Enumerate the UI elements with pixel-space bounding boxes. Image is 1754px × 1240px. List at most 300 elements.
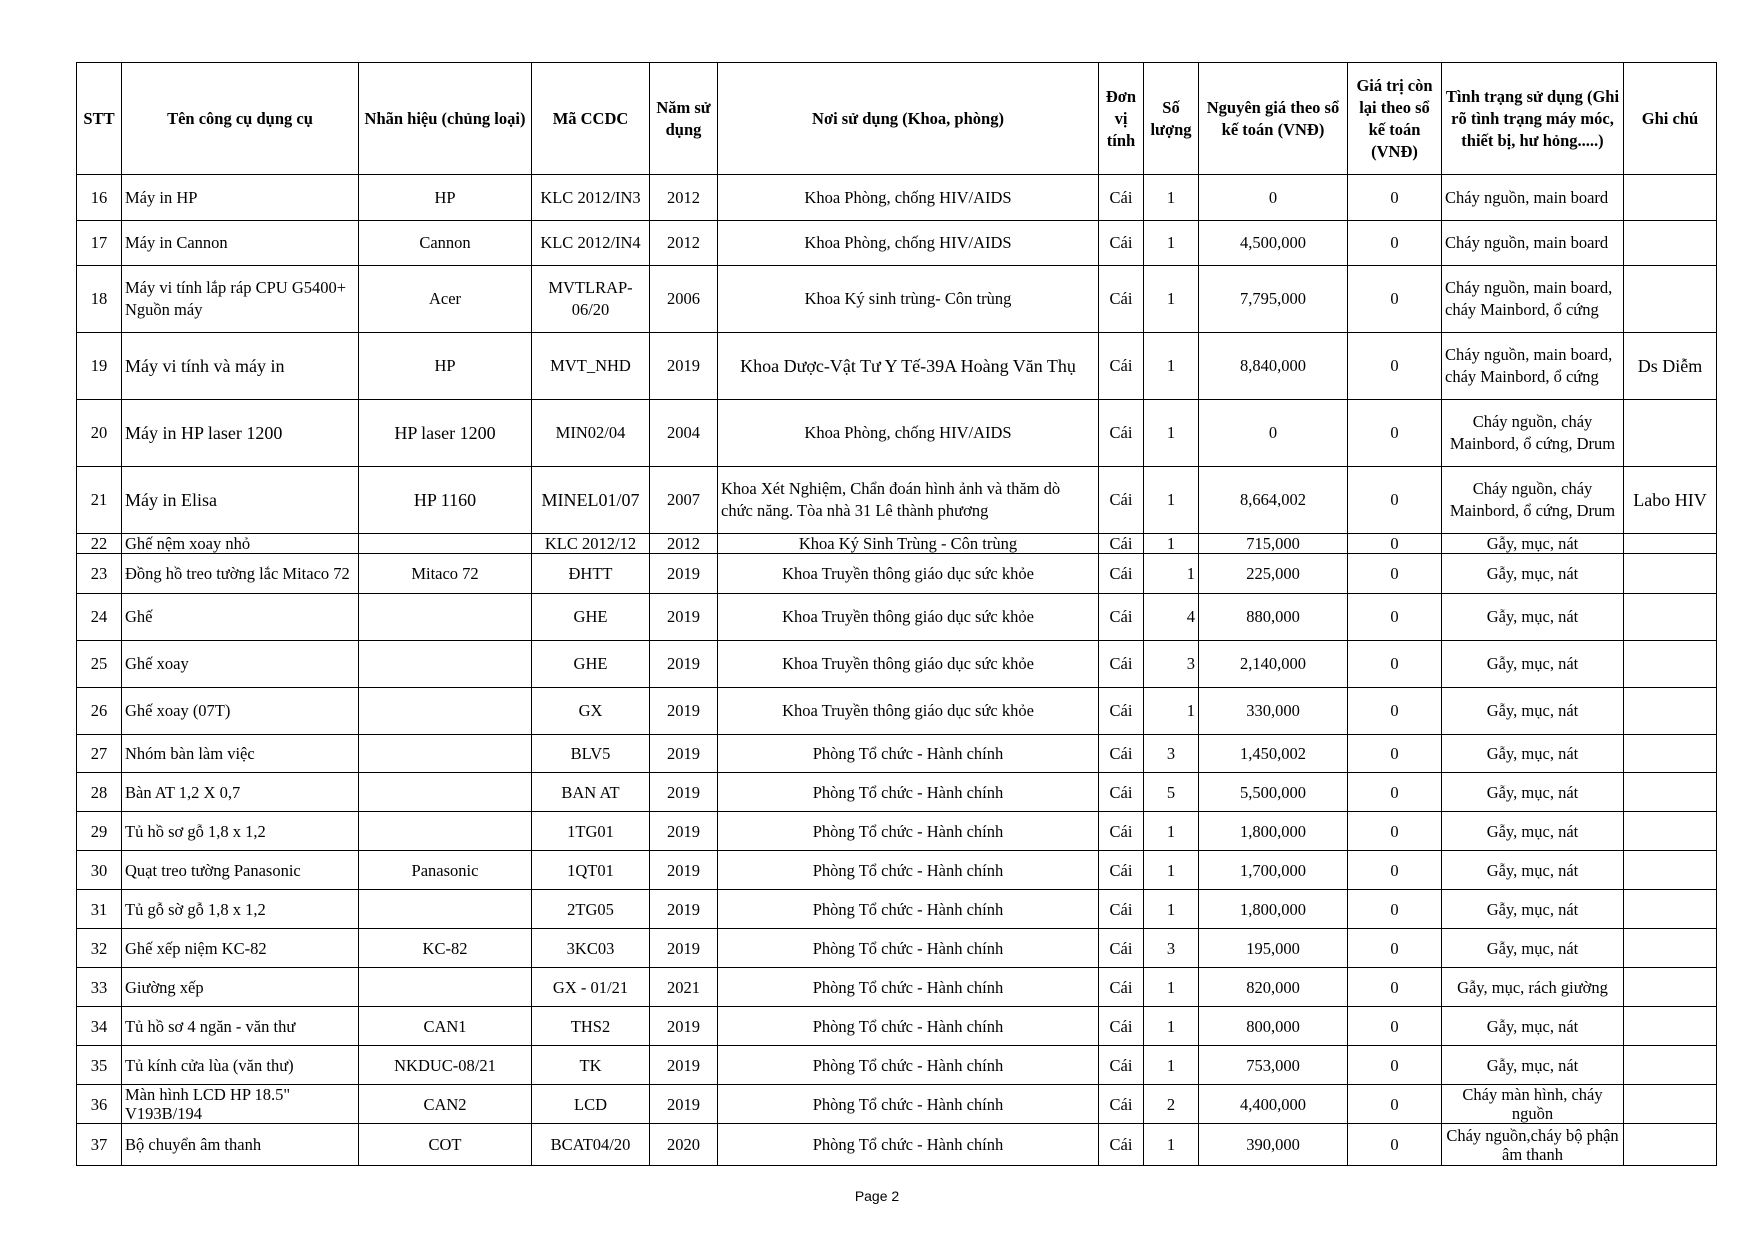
cell-stt: 29 (77, 812, 122, 851)
inventory-table (76, 62, 1717, 1166)
header-qty: Số lượng (1144, 63, 1199, 175)
cell-stt: 31 (77, 890, 122, 929)
cell-note (1624, 1124, 1717, 1166)
cell-year: 2019 (650, 1085, 718, 1124)
cell-name: Máy in HP laser 1200 (122, 400, 359, 467)
cell-place: Phòng Tổ chức - Hành chính (718, 1124, 1099, 1166)
table-row (77, 333, 1717, 400)
cell-status: Gẫy, mục, nát (1442, 688, 1624, 735)
cell-place: Phòng Tổ chức - Hành chính (718, 890, 1099, 929)
cell-year: 2019 (650, 594, 718, 641)
cell-status: Gẫy, mục, nát (1442, 1046, 1624, 1085)
cell-year: 2021 (650, 968, 718, 1007)
cell-year: 2007 (650, 467, 718, 534)
table-row (77, 266, 1717, 333)
cell-cost: 1,700,000 (1199, 851, 1348, 890)
cell-year: 2019 (650, 890, 718, 929)
cell-status: Cháy nguồn, main board, cháy Mainbord, ổ cứng (1442, 333, 1624, 400)
cell-unit: Cái (1099, 467, 1144, 534)
cell-unit: Cái (1099, 594, 1144, 641)
cell-stt: 33 (77, 968, 122, 1007)
cell-place: Khoa Phòng, chống HIV/AIDS (718, 221, 1099, 266)
cell-name: Tủ gỗ sờ gỗ 1,8 x 1,2 (122, 890, 359, 929)
cell-stt: 32 (77, 929, 122, 968)
cell-cost: 800,000 (1199, 1007, 1348, 1046)
cell-place: Khoa Dược-Vật Tư Y Tế-39A Hoàng Văn Thụ (718, 333, 1099, 400)
cell-name: Máy vi tính lắp ráp CPU G5400+ Nguồn máy (122, 266, 359, 333)
cell-stt: 17 (77, 221, 122, 266)
cell-status: Cháy nguồn, cháy Mainbord, ổ cứng, Drum (1442, 400, 1624, 467)
cell-code: GHE (532, 641, 650, 688)
cell-qty: 5 (1144, 773, 1199, 812)
cell-place: Khoa Phòng, chống HIV/AIDS (718, 175, 1099, 221)
cell-name: Quạt treo tường Panasonic (122, 851, 359, 890)
table-row (77, 1046, 1717, 1085)
cell-brand: COT (359, 1124, 532, 1166)
cell-place: Phòng Tổ chức - Hành chính (718, 929, 1099, 968)
cell-code: THS2 (532, 1007, 650, 1046)
cell-qty: 1 (1144, 400, 1199, 467)
header-cost: Nguyên giá theo sổ kế toán (VNĐ) (1199, 63, 1348, 175)
cell-brand: Panasonic (359, 851, 532, 890)
cell-remain: 0 (1348, 812, 1442, 851)
cell-year: 2019 (650, 688, 718, 735)
table-row (77, 688, 1717, 735)
table-row (77, 554, 1717, 594)
cell-note (1624, 773, 1717, 812)
table-row (77, 1007, 1717, 1046)
cell-status: Gẫy, mục, nát (1442, 929, 1624, 968)
cell-note (1624, 1085, 1717, 1124)
cell-note (1624, 266, 1717, 333)
cell-status: Gẫy, mục, nát (1442, 890, 1624, 929)
cell-code: MVT_NHD (532, 333, 650, 400)
cell-name: Máy in Cannon (122, 221, 359, 266)
cell-code: GX (532, 688, 650, 735)
cell-qty: 2 (1144, 1085, 1199, 1124)
cell-year: 2019 (650, 735, 718, 773)
header-code: Mã CCDC (532, 63, 650, 175)
cell-brand: HP (359, 175, 532, 221)
cell-brand (359, 534, 532, 554)
table-row (77, 773, 1717, 812)
cell-note (1624, 929, 1717, 968)
cell-year: 2019 (650, 554, 718, 594)
cell-code: TK (532, 1046, 650, 1085)
table-row (77, 929, 1717, 968)
cell-name: Bàn AT 1,2 X 0,7 (122, 773, 359, 812)
cell-remain: 0 (1348, 400, 1442, 467)
cell-note (1624, 175, 1717, 221)
cell-cost: 0 (1199, 175, 1348, 221)
header-place: Nơi sử dụng (Khoa, phòng) (718, 63, 1099, 175)
cell-remain: 0 (1348, 266, 1442, 333)
cell-status: Cháy nguồn, main board, cháy Mainbord, ổ cứng (1442, 266, 1624, 333)
cell-year: 2019 (650, 812, 718, 851)
cell-year: 2019 (650, 641, 718, 688)
cell-brand (359, 968, 532, 1007)
cell-code: KLC 2012/IN3 (532, 175, 650, 221)
cell-brand (359, 735, 532, 773)
cell-note (1624, 221, 1717, 266)
cell-qty: 1 (1144, 890, 1199, 929)
cell-cost: 390,000 (1199, 1124, 1348, 1166)
cell-unit: Cái (1099, 929, 1144, 968)
cell-stt: 34 (77, 1007, 122, 1046)
cell-name: Tủ hồ sơ gỗ 1,8 x 1,2 (122, 812, 359, 851)
cell-unit: Cái (1099, 333, 1144, 400)
cell-note (1624, 812, 1717, 851)
cell-unit: Cái (1099, 773, 1144, 812)
cell-note (1624, 534, 1717, 554)
header-unit: Đơn vị tính (1099, 63, 1144, 175)
cell-remain: 0 (1348, 890, 1442, 929)
cell-qty: 1 (1144, 554, 1199, 594)
cell-year: 2012 (650, 221, 718, 266)
cell-unit: Cái (1099, 266, 1144, 333)
cell-note (1624, 554, 1717, 594)
cell-qty: 1 (1144, 467, 1199, 534)
cell-code: GX - 01/21 (532, 968, 650, 1007)
cell-cost: 820,000 (1199, 968, 1348, 1007)
cell-status: Cháy nguồn, main board (1442, 221, 1624, 266)
cell-year: 2019 (650, 333, 718, 400)
cell-name: Ghế xếp niệm KC-82 (122, 929, 359, 968)
header-remain: Giá trị còn lại theo sổ kế toán (VNĐ) (1348, 63, 1442, 175)
cell-unit: Cái (1099, 221, 1144, 266)
table-row (77, 467, 1717, 534)
cell-stt: 22 (77, 534, 122, 554)
table-row (77, 594, 1717, 641)
cell-stt: 21 (77, 467, 122, 534)
cell-status: Gẫy, mục, nát (1442, 641, 1624, 688)
inventory-sheet (76, 62, 1716, 1166)
cell-brand (359, 890, 532, 929)
cell-place: Phòng Tổ chức - Hành chính (718, 1007, 1099, 1046)
cell-brand: CAN1 (359, 1007, 532, 1046)
cell-place: Phòng Tổ chức - Hành chính (718, 851, 1099, 890)
cell-qty: 1 (1144, 333, 1199, 400)
cell-cost: 8,840,000 (1199, 333, 1348, 400)
cell-stt: 18 (77, 266, 122, 333)
cell-name: Tủ kính cửa lùa (văn thư) (122, 1046, 359, 1085)
cell-brand: Acer (359, 266, 532, 333)
cell-code: BCAT04/20 (532, 1124, 650, 1166)
cell-name: Bộ chuyển âm thanh (122, 1124, 359, 1166)
cell-code: BLV5 (532, 735, 650, 773)
cell-status: Gẫy, mục, nát (1442, 735, 1624, 773)
cell-place: Phòng Tổ chức - Hành chính (718, 1085, 1099, 1124)
cell-code: 2TG05 (532, 890, 650, 929)
cell-stt: 16 (77, 175, 122, 221)
cell-name: Đồng hồ treo tường lắc Mitaco 72 (122, 554, 359, 594)
cell-brand (359, 812, 532, 851)
cell-stt: 26 (77, 688, 122, 735)
cell-stt: 25 (77, 641, 122, 688)
cell-remain: 0 (1348, 735, 1442, 773)
table-row (77, 400, 1717, 467)
cell-note (1624, 735, 1717, 773)
cell-note (1624, 594, 1717, 641)
table-row (77, 735, 1717, 773)
cell-cost: 0 (1199, 400, 1348, 467)
cell-unit: Cái (1099, 641, 1144, 688)
cell-place: Khoa Truyền thông giáo dục sức khỏe (718, 594, 1099, 641)
table-row (77, 890, 1717, 929)
cell-cost: 8,664,002 (1199, 467, 1348, 534)
cell-unit: Cái (1099, 400, 1144, 467)
cell-brand (359, 641, 532, 688)
cell-qty: 1 (1144, 1124, 1199, 1166)
header-brand: Nhãn hiệu (chủng loại) (359, 63, 532, 175)
cell-qty: 1 (1144, 688, 1199, 735)
cell-cost: 753,000 (1199, 1046, 1348, 1085)
cell-place: Khoa Ký sinh trùng- Côn trùng (718, 266, 1099, 333)
header-note: Ghi chú (1624, 63, 1717, 175)
header-name: Tên công cụ dụng cụ (122, 63, 359, 175)
cell-status: Gẫy, mục, nát (1442, 773, 1624, 812)
cell-cost: 4,500,000 (1199, 221, 1348, 266)
cell-year: 2020 (650, 1124, 718, 1166)
table-row (77, 851, 1717, 890)
cell-unit: Cái (1099, 175, 1144, 221)
cell-status: Gẫy, mục, nát (1442, 554, 1624, 594)
cell-year: 2004 (650, 400, 718, 467)
cell-note (1624, 688, 1717, 735)
cell-cost: 7,795,000 (1199, 266, 1348, 333)
cell-stt: 35 (77, 1046, 122, 1085)
cell-brand: HP 1160 (359, 467, 532, 534)
cell-stt: 37 (77, 1124, 122, 1166)
cell-year: 2019 (650, 773, 718, 812)
cell-stt: 19 (77, 333, 122, 400)
cell-place: Khoa Truyền thông giáo dục sức khỏe (718, 554, 1099, 594)
cell-code: GHE (532, 594, 650, 641)
cell-brand: HP (359, 333, 532, 400)
cell-qty: 4 (1144, 594, 1199, 641)
cell-status: Gẫy, mục, nát (1442, 851, 1624, 890)
cell-cost: 330,000 (1199, 688, 1348, 735)
cell-unit: Cái (1099, 688, 1144, 735)
cell-cost: 715,000 (1199, 534, 1348, 554)
cell-name: Giường xếp (122, 968, 359, 1007)
cell-unit: Cái (1099, 890, 1144, 929)
cell-status: Gẫy, mục, nát (1442, 534, 1624, 554)
cell-code: MVTLRAP-06/20 (532, 266, 650, 333)
cell-qty: 1 (1144, 968, 1199, 1007)
cell-cost: 195,000 (1199, 929, 1348, 968)
cell-unit: Cái (1099, 851, 1144, 890)
cell-year: 2019 (650, 929, 718, 968)
cell-year: 2019 (650, 851, 718, 890)
cell-code: KLC 2012/12 (532, 534, 650, 554)
cell-remain: 0 (1348, 534, 1442, 554)
cell-stt: 20 (77, 400, 122, 467)
table-body (77, 175, 1717, 1166)
cell-year: 2012 (650, 175, 718, 221)
table-row (77, 1085, 1717, 1124)
cell-qty: 1 (1144, 221, 1199, 266)
cell-remain: 0 (1348, 554, 1442, 594)
cell-unit: Cái (1099, 1007, 1144, 1046)
cell-cost: 4,400,000 (1199, 1085, 1348, 1124)
cell-place: Khoa Phòng, chống HIV/AIDS (718, 400, 1099, 467)
cell-code: 1QT01 (532, 851, 650, 890)
cell-unit: Cái (1099, 735, 1144, 773)
cell-place: Khoa Truyền thông giáo dục sức khỏe (718, 688, 1099, 735)
cell-name: Nhóm bàn làm việc (122, 735, 359, 773)
header-year: Năm sử dụng (650, 63, 718, 175)
cell-brand: Cannon (359, 221, 532, 266)
cell-qty: 1 (1144, 851, 1199, 890)
cell-place: Khoa Ký Sinh Trùng - Côn trùng (718, 534, 1099, 554)
cell-stt: 28 (77, 773, 122, 812)
cell-cost: 1,800,000 (1199, 812, 1348, 851)
cell-place: Phòng Tổ chức - Hành chính (718, 773, 1099, 812)
table-row (77, 812, 1717, 851)
cell-cost: 1,800,000 (1199, 890, 1348, 929)
cell-status: Gẫy, mục, rách giường (1442, 968, 1624, 1007)
cell-name: Máy vi tính và máy in (122, 333, 359, 400)
cell-note: Ds Diễm (1624, 333, 1717, 400)
cell-remain: 0 (1348, 851, 1442, 890)
cell-note (1624, 851, 1717, 890)
cell-status: Gẫy, mục, nát (1442, 1007, 1624, 1046)
cell-stt: 36 (77, 1085, 122, 1124)
cell-year: 2019 (650, 1046, 718, 1085)
cell-remain: 0 (1348, 1085, 1442, 1124)
cell-qty: 1 (1144, 1046, 1199, 1085)
cell-code: ĐHTT (532, 554, 650, 594)
cell-remain: 0 (1348, 1046, 1442, 1085)
cell-remain: 0 (1348, 641, 1442, 688)
cell-name: Máy in HP (122, 175, 359, 221)
cell-remain: 0 (1348, 175, 1442, 221)
cell-qty: 1 (1144, 812, 1199, 851)
cell-remain: 0 (1348, 929, 1442, 968)
cell-code: KLC 2012/IN4 (532, 221, 650, 266)
cell-unit: Cái (1099, 534, 1144, 554)
cell-unit: Cái (1099, 1046, 1144, 1085)
cell-year: 2006 (650, 266, 718, 333)
cell-brand (359, 688, 532, 735)
cell-note (1624, 1007, 1717, 1046)
cell-stt: 23 (77, 554, 122, 594)
cell-note (1624, 968, 1717, 1007)
cell-name: Máy in Elisa (122, 467, 359, 534)
cell-status: Gẫy, mục, nát (1442, 812, 1624, 851)
cell-remain: 0 (1348, 968, 1442, 1007)
cell-qty: 3 (1144, 735, 1199, 773)
cell-status: Cháy nguồn, main board (1442, 175, 1624, 221)
cell-code: 3KC03 (532, 929, 650, 968)
cell-remain: 0 (1348, 333, 1442, 400)
page-footer: Page 2 (854, 1188, 900, 1204)
cell-code: LCD (532, 1085, 650, 1124)
cell-cost: 1,450,002 (1199, 735, 1348, 773)
cell-brand: HP laser 1200 (359, 400, 532, 467)
cell-name: Ghế xoay (122, 641, 359, 688)
cell-stt: 24 (77, 594, 122, 641)
cell-brand (359, 594, 532, 641)
cell-code: MINEL01/07 (532, 467, 650, 534)
cell-remain: 0 (1348, 1007, 1442, 1046)
cell-place: Khoa Truyền thông giáo dục sức khỏe (718, 641, 1099, 688)
header-status: Tình trạng sử dụng (Ghi rõ tình trạng máy móc, thiết bị, hư hỏng.....) (1442, 63, 1624, 175)
cell-status: Cháy màn hình, cháy nguồn (1442, 1085, 1624, 1124)
cell-qty: 1 (1144, 175, 1199, 221)
cell-qty: 1 (1144, 534, 1199, 554)
table-row (77, 968, 1717, 1007)
cell-status: Cháy nguồn,cháy bộ phận âm thanh (1442, 1124, 1624, 1166)
cell-cost: 2,140,000 (1199, 641, 1348, 688)
cell-name: Tủ hồ sơ 4 ngăn - văn thư (122, 1007, 359, 1046)
cell-code: 1TG01 (532, 812, 650, 851)
cell-note (1624, 641, 1717, 688)
cell-cost: 225,000 (1199, 554, 1348, 594)
cell-qty: 1 (1144, 1007, 1199, 1046)
cell-stt: 27 (77, 735, 122, 773)
cell-remain: 0 (1348, 221, 1442, 266)
cell-unit: Cái (1099, 968, 1144, 1007)
cell-place: Phòng Tổ chức - Hành chính (718, 1046, 1099, 1085)
cell-remain: 0 (1348, 688, 1442, 735)
cell-remain: 0 (1348, 467, 1442, 534)
cell-name: Màn hình LCD HP 18.5" V193B/194 (122, 1085, 359, 1124)
cell-name: Ghế (122, 594, 359, 641)
cell-remain: 0 (1348, 594, 1442, 641)
cell-brand (359, 773, 532, 812)
cell-unit: Cái (1099, 1124, 1144, 1166)
cell-year: 2012 (650, 534, 718, 554)
cell-status: Cháy nguồn, cháy Mainbord, ổ cứng, Drum (1442, 467, 1624, 534)
table-row (77, 534, 1717, 554)
cell-remain: 0 (1348, 1124, 1442, 1166)
cell-name: Ghế xoay (07T) (122, 688, 359, 735)
cell-unit: Cái (1099, 554, 1144, 594)
cell-place: Phòng Tổ chức - Hành chính (718, 968, 1099, 1007)
cell-code: BAN AT (532, 773, 650, 812)
cell-qty: 1 (1144, 266, 1199, 333)
header-stt: STT (77, 63, 122, 175)
table-row (77, 1124, 1717, 1166)
cell-brand: Mitaco 72 (359, 554, 532, 594)
cell-cost: 5,500,000 (1199, 773, 1348, 812)
cell-note (1624, 890, 1717, 929)
cell-note (1624, 1046, 1717, 1085)
cell-brand: KC-82 (359, 929, 532, 968)
table-row (77, 175, 1717, 221)
table-row (77, 221, 1717, 266)
cell-place: Phòng Tổ chức - Hành chính (718, 735, 1099, 773)
cell-code: MIN02/04 (532, 400, 650, 467)
cell-brand: NKDUC-08/21 (359, 1046, 532, 1085)
cell-note (1624, 400, 1717, 467)
cell-stt: 30 (77, 851, 122, 890)
cell-place: Khoa Xét Nghiệm, Chẩn đoán hình ảnh và thăm dò chức năng. Tòa nhà 31 Lê thành phương (718, 467, 1099, 534)
cell-status: Gẫy, mục, nát (1442, 594, 1624, 641)
cell-remain: 0 (1348, 773, 1442, 812)
cell-name: Ghế nệm xoay nhỏ (122, 534, 359, 554)
cell-brand: CAN2 (359, 1085, 532, 1124)
cell-qty: 3 (1144, 641, 1199, 688)
cell-unit: Cái (1099, 1085, 1144, 1124)
cell-place: Phòng Tổ chức - Hành chính (718, 812, 1099, 851)
cell-note: Labo HIV (1624, 467, 1717, 534)
cell-unit: Cái (1099, 812, 1144, 851)
cell-cost: 880,000 (1199, 594, 1348, 641)
header-row (77, 63, 1717, 175)
